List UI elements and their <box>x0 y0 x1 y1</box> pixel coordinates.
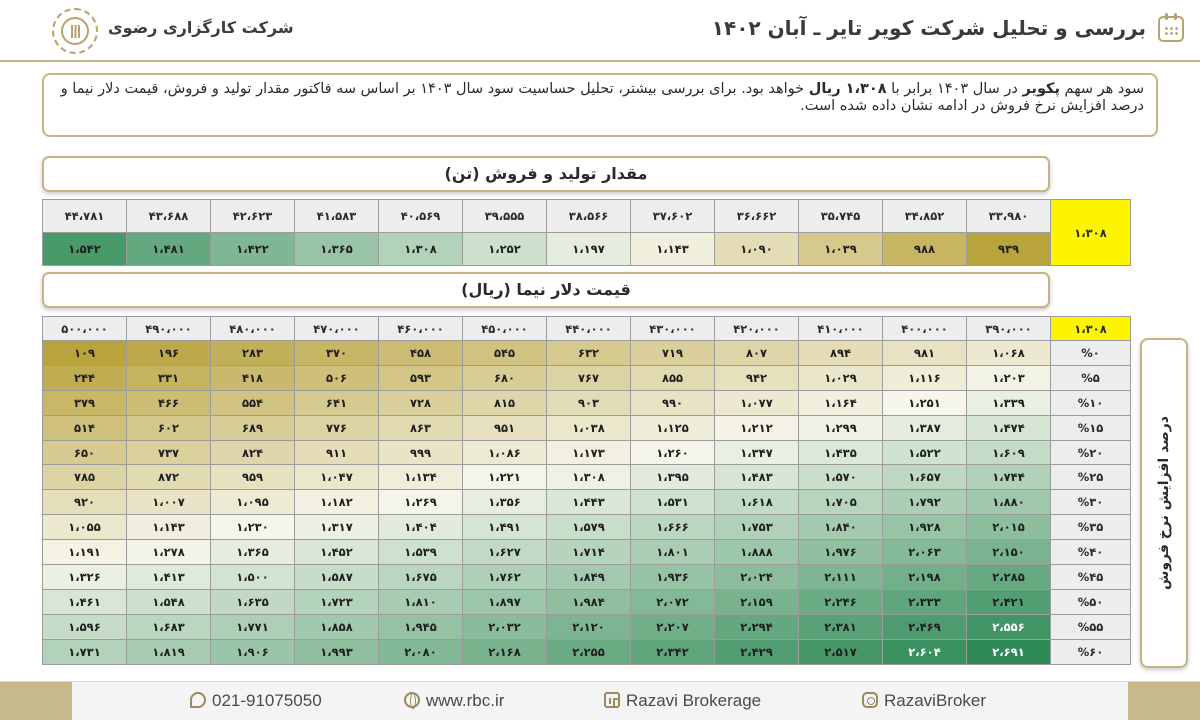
linkedin-icon <box>604 692 620 708</box>
dollar-header-cell: ۵۰۰،۰۰۰ <box>43 317 127 341</box>
dollar-value-cell: ۲،۱۵۹ <box>715 589 799 614</box>
dollar-value-cell: ۲،۰۸۰ <box>379 639 463 664</box>
dollar-value-cell: ۲،۰۶۳ <box>883 540 967 565</box>
dollar-value-cell: ۱،۲۳۰ <box>211 515 295 540</box>
dollar-header-cell: ۴۱۰،۰۰۰ <box>799 317 883 341</box>
production-header-cell: ۳۸،۵۶۶ <box>547 200 631 233</box>
dollar-value-cell: ۲،۱۲۰ <box>547 614 631 639</box>
dollar-value-cell: ۲،۲۹۴ <box>715 614 799 639</box>
dollar-value-cell: ۱،۵۷۹ <box>547 515 631 540</box>
intro-ticker: پکویر <box>1022 81 1060 97</box>
production-value-cell: ۹۳۹ <box>967 233 1051 266</box>
dollar-value-cell: ۱،۱۳۴ <box>379 465 463 490</box>
dollar-value-cell: ۱،۱۲۵ <box>631 415 715 440</box>
rate-increase-cell: %۴۵ <box>1051 565 1131 590</box>
dollar-value-cell: ۸۱۵ <box>463 390 547 415</box>
dollar-value-cell: ۱،۳۱۷ <box>295 515 379 540</box>
dollar-value-cell: ۱،۵۳۱ <box>631 490 715 515</box>
footer-instagram-text: RazaviBroker <box>884 691 987 710</box>
dollar-value-cell: ۱،۲۰۳ <box>967 365 1051 390</box>
rate-increase-cell: %۱۵ <box>1051 415 1131 440</box>
dollar-header-cell: ۴۴۰،۰۰۰ <box>547 317 631 341</box>
dollar-value-cell: ۵۵۴ <box>211 390 295 415</box>
dollar-value-cell: ۱،۸۱۹ <box>127 639 211 664</box>
dollar-value-cell: ۱،۲۶۰ <box>631 440 715 465</box>
dollar-value-cell: ۱،۶۲۷ <box>463 540 547 565</box>
dollar-value-cell: ۱،۹۰۶ <box>211 639 295 664</box>
dollar-value-cell: ۱،۹۷۶ <box>799 540 883 565</box>
dollar-value-cell: ۱،۰۹۵ <box>211 490 295 515</box>
dollar-value-cell: ۲،۴۶۹ <box>883 614 967 639</box>
production-value-cell: ۱،۵۴۲ <box>43 233 127 266</box>
page-footer <box>0 681 1200 720</box>
dollar-value-cell: ۱،۰۴۷ <box>295 465 379 490</box>
dollar-value-cell: ۱،۲۵۱ <box>883 390 967 415</box>
production-header-cell: ۳۳،۹۸۰ <box>967 200 1051 233</box>
production-value-cell: ۱،۱۴۳ <box>631 233 715 266</box>
dollar-value-cell: ۲،۰۱۵ <box>967 515 1051 540</box>
dollar-value-cell: ۱،۶۰۹ <box>967 440 1051 465</box>
dollar-value-cell: ۱،۰۷۷ <box>715 390 799 415</box>
dollar-value-cell: ۲۴۴ <box>43 365 127 390</box>
dollar-value-cell: ۱،۱۷۳ <box>547 440 631 465</box>
dollar-value-cell: ۱،۶۷۵ <box>379 565 463 590</box>
dollar-value-cell: ۱،۱۱۶ <box>883 365 967 390</box>
dollar-value-cell: ۱،۰۰۷ <box>127 490 211 515</box>
dollar-value-cell: ۱،۷۴۴ <box>967 465 1051 490</box>
dollar-row <box>43 614 1131 639</box>
production-value-cell: ۱،۰۳۹ <box>799 233 883 266</box>
production-header-cell: ۳۴،۸۵۲ <box>883 200 967 233</box>
production-value-cell: ۱،۱۹۷ <box>547 233 631 266</box>
dollar-row <box>43 390 1131 415</box>
dollar-value-cell: ۲۸۳ <box>211 341 295 366</box>
dollar-value-cell: ۵۴۵ <box>463 341 547 366</box>
dollar-value-cell: ۲،۲۴۶ <box>799 589 883 614</box>
dollar-value-cell: ۱،۰۶۸ <box>967 341 1051 366</box>
dollar-value-cell: ۶۰۲ <box>127 415 211 440</box>
production-header-cell: ۳۹،۵۵۵ <box>463 200 547 233</box>
rate-increase-cell: %۵ <box>1051 365 1131 390</box>
dollar-value-cell: ۱،۷۰۵ <box>799 490 883 515</box>
production-header-cell: ۴۴،۷۸۱ <box>43 200 127 233</box>
dollar-value-cell: ۴۱۸ <box>211 365 295 390</box>
dollar-value-cell: ۲،۵۵۶ <box>967 614 1051 639</box>
rate-increase-cell: %۲۰ <box>1051 440 1131 465</box>
dollar-value-cell: ۵۱۴ <box>43 415 127 440</box>
dollar-value-cell: ۹۴۲ <box>715 365 799 390</box>
rate-increase-cell: %۲۵ <box>1051 465 1131 490</box>
footer-website[interactable] <box>404 691 504 711</box>
footer-phone-text: 021-91075050 <box>212 691 322 710</box>
dollar-value-cell: ۸۹۴ <box>799 341 883 366</box>
dollar-value-cell: ۱،۵۲۲ <box>883 440 967 465</box>
dollar-value-cell: ۲،۳۳۳ <box>883 589 967 614</box>
dollar-value-cell: ۹۹۰ <box>631 390 715 415</box>
dollar-value-cell: ۳۷۹ <box>43 390 127 415</box>
dollar-value-cell: ۲،۰۷۲ <box>631 589 715 614</box>
dollar-value-cell: ۱،۸۱۰ <box>379 589 463 614</box>
rate-increase-cell: %۳۰ <box>1051 490 1131 515</box>
brand-logo-icon <box>52 8 98 54</box>
dollar-value-cell: ۱،۷۲۳ <box>295 589 379 614</box>
intro-eps-value: ۱،۳۰۸ ریال <box>808 81 887 97</box>
production-section-title: مقدار تولید و فروش (تن) <box>42 156 1050 192</box>
dollar-value-cell: ۱،۷۶۲ <box>463 565 547 590</box>
dollar-value-cell: ۲،۱۵۰ <box>967 540 1051 565</box>
dollar-value-cell: ۹۸۱ <box>883 341 967 366</box>
dollar-value-cell: ۱،۳۳۹ <box>967 390 1051 415</box>
production-header-cell: ۳۷،۶۰۲ <box>631 200 715 233</box>
dollar-row <box>43 639 1131 664</box>
dollar-value-cell: ۲،۵۱۷ <box>799 639 883 664</box>
dollar-value-cell: ۲،۱۱۱ <box>799 565 883 590</box>
dollar-value-cell: ۱،۴۱۳ <box>127 565 211 590</box>
dollar-header-cell: ۴۵۰،۰۰۰ <box>463 317 547 341</box>
dollar-value-cell: ۶۸۹ <box>211 415 295 440</box>
dollar-section-title: قیمت دلار نیما (ریال) <box>42 272 1050 308</box>
dollar-value-cell: ۱،۴۸۳ <box>715 465 799 490</box>
dollar-value-cell: ۲،۰۲۴ <box>715 565 799 590</box>
dollar-value-cell: ۱،۳۴۷ <box>715 440 799 465</box>
dollar-value-cell: ۱،۵۹۶ <box>43 614 127 639</box>
dollar-value-cell: ۹۲۰ <box>43 490 127 515</box>
footer-linkedin-text: Razavi Brokerage <box>626 691 762 710</box>
globe-icon <box>404 692 420 708</box>
dollar-value-cell: ۷۱۹ <box>631 341 715 366</box>
dollar-value-cell: ۷۲۸ <box>379 390 463 415</box>
dollar-value-cell: ۸۵۵ <box>631 365 715 390</box>
dollar-row <box>43 440 1131 465</box>
dollar-header-cell: ۴۹۰،۰۰۰ <box>127 317 211 341</box>
dollar-value-cell: ۲،۳۸۱ <box>799 614 883 639</box>
dollar-value-cell: ۲،۱۹۸ <box>883 565 967 590</box>
dollar-value-cell: ۲،۶۹۱ <box>967 639 1051 664</box>
dollar-value-cell: ۷۸۵ <box>43 465 127 490</box>
dollar-value-cell: ۵۰۶ <box>295 365 379 390</box>
dollar-value-cell: ۱۹۶ <box>127 341 211 366</box>
dollar-value-cell: ۶۵۰ <box>43 440 127 465</box>
production-header-cell: ۴۳،۶۸۸ <box>127 200 211 233</box>
dollar-value-cell: ۱،۷۱۴ <box>547 540 631 565</box>
dollar-value-cell: ۹۱۱ <box>295 440 379 465</box>
dollar-header-cell: ۴۷۰،۰۰۰ <box>295 317 379 341</box>
page-title: بررسی و تحلیل شرکت کویر تایر ـ آبان ۱۴۰۲ <box>711 16 1146 40</box>
dollar-value-cell: ۱،۰۲۹ <box>799 365 883 390</box>
dollar-value-cell: ۱،۸۰۱ <box>631 540 715 565</box>
dollar-value-cell: ۱،۳۰۸ <box>547 465 631 490</box>
dollar-value-cell: ۷۷۶ <box>295 415 379 440</box>
rate-increase-cell: %۶۰ <box>1051 639 1131 664</box>
calendar-icon <box>1158 16 1184 42</box>
dollar-value-cell: ۱،۷۳۱ <box>43 639 127 664</box>
dollar-row <box>43 589 1131 614</box>
dollar-value-cell: ۱،۶۵۷ <box>883 465 967 490</box>
dollar-value-cell: ۱،۵۰۰ <box>211 565 295 590</box>
dollar-value-cell: ۱،۴۹۱ <box>463 515 547 540</box>
dollar-row <box>43 515 1131 540</box>
dollar-value-cell: ۱،۴۳۵ <box>799 440 883 465</box>
dollar-value-cell: ۱،۸۸۰ <box>967 490 1051 515</box>
dollar-value-cell: ۸۰۷ <box>715 341 799 366</box>
dollar-value-cell: ۱،۹۳۶ <box>631 565 715 590</box>
brand-name: شرکت کارگزاری رضوی <box>108 18 294 37</box>
production-base-eps: ۱،۳۰۸ <box>1051 200 1131 266</box>
rate-increase-label: درصد افزایش نرخ فروش <box>1156 416 1172 590</box>
dollar-value-cell: ۱،۹۲۸ <box>883 515 967 540</box>
production-value-cell: ۱،۴۲۲ <box>211 233 295 266</box>
dollar-value-cell: ۶۸۰ <box>463 365 547 390</box>
rate-increase-cell: %۳۵ <box>1051 515 1131 540</box>
production-header-cell: ۳۵،۷۴۵ <box>799 200 883 233</box>
dollar-value-cell: ۶۳۲ <box>547 341 631 366</box>
dollar-value-cell: ۵۹۳ <box>379 365 463 390</box>
production-value-cell: ۱،۳۰۸ <box>379 233 463 266</box>
intro-text-1: سود هر سهم <box>1059 81 1144 97</box>
phone-icon <box>190 692 206 708</box>
dollar-value-cell: ۹۵۹ <box>211 465 295 490</box>
dollar-value-cell: ۱،۷۹۲ <box>883 490 967 515</box>
production-value-cell: ۱،۰۹۰ <box>715 233 799 266</box>
dollar-value-cell: ۸۶۳ <box>379 415 463 440</box>
dollar-value-cell: ۱،۳۶۵ <box>211 540 295 565</box>
dollar-value-cell: ۳۳۱ <box>127 365 211 390</box>
dollar-value-cell: ۱،۸۴۹ <box>547 565 631 590</box>
dollar-row <box>43 415 1131 440</box>
dollar-value-cell: ۱،۷۷۱ <box>211 614 295 639</box>
dollar-value-cell: ۸۷۲ <box>127 465 211 490</box>
rate-increase-cell: %۱۰ <box>1051 390 1131 415</box>
dollar-value-cell: ۷۶۷ <box>547 365 631 390</box>
dollar-value-cell: ۹۰۳ <box>547 390 631 415</box>
dollar-sensitivity-table <box>42 316 1131 665</box>
production-value-cell: ۱،۲۵۲ <box>463 233 547 266</box>
dollar-value-cell: ۴۵۸ <box>379 341 463 366</box>
dollar-row <box>43 565 1131 590</box>
dollar-value-cell: ۲،۶۰۴ <box>883 639 967 664</box>
dollar-value-cell: ۱،۵۴۸ <box>127 589 211 614</box>
dollar-row <box>43 490 1131 515</box>
dollar-value-cell: ۱،۶۶۶ <box>631 515 715 540</box>
production-value-cell: ۱،۳۶۵ <box>295 233 379 266</box>
dollar-header-cell: ۳۹۰،۰۰۰ <box>967 317 1051 341</box>
dollar-value-cell: ۲،۲۰۷ <box>631 614 715 639</box>
dollar-row <box>43 540 1131 565</box>
intro-text-2: در سال ۱۴۰۳ برابر با <box>886 81 1023 97</box>
rate-increase-label-box <box>1140 338 1188 668</box>
intro-text-3: خواهد بود. برای بررسی بیشتر، تحلیل حساسیت سود سال ۱۴۰۳ بر اساس سه فاکتور مقدار تولید و فروش، قیمت دلار نیما و درصد افزایش نرخ فروش در ادامه نشان داده شده است. <box>60 81 1144 114</box>
dollar-value-cell: ۱،۳۵۶ <box>463 490 547 515</box>
dollar-value-cell: ۱،۴۶۱ <box>43 589 127 614</box>
production-header-cell: ۴۰،۵۶۹ <box>379 200 463 233</box>
dollar-value-cell: ۲،۳۴۲ <box>631 639 715 664</box>
dollar-value-cell: ۱۰۹ <box>43 341 127 366</box>
dollar-value-cell: ۱،۸۵۸ <box>295 614 379 639</box>
dollar-value-cell: ۱،۳۲۶ <box>43 565 127 590</box>
dollar-value-cell: ۱،۸۸۸ <box>715 540 799 565</box>
footer-instagram[interactable] <box>862 691 986 711</box>
dollar-value-cell: ۱،۴۵۲ <box>295 540 379 565</box>
dollar-value-cell: ۱،۶۸۳ <box>127 614 211 639</box>
dollar-row <box>43 465 1131 490</box>
footer-website-text: www.rbc.ir <box>426 691 505 710</box>
production-header-cell: ۳۶،۶۶۲ <box>715 200 799 233</box>
rate-increase-cell: %۴۰ <box>1051 540 1131 565</box>
page-header <box>0 0 1200 62</box>
dollar-value-cell: ۱،۶۳۵ <box>211 589 295 614</box>
dollar-value-cell: ۱،۰۵۵ <box>43 515 127 540</box>
dollar-value-cell: ۱،۹۴۵ <box>379 614 463 639</box>
dollar-header-cell: ۴۶۰،۰۰۰ <box>379 317 463 341</box>
production-header-cell: ۴۲،۶۲۳ <box>211 200 295 233</box>
dollar-value-cell: ۱،۰۳۸ <box>547 415 631 440</box>
dollar-value-cell: ۱،۴۰۴ <box>379 515 463 540</box>
dollar-header-cell: ۴۰۰،۰۰۰ <box>883 317 967 341</box>
dollar-value-cell: ۲،۴۲۱ <box>967 589 1051 614</box>
instagram-icon <box>862 692 878 708</box>
dollar-value-cell: ۱،۸۹۷ <box>463 589 547 614</box>
dollar-value-cell: ۱،۲۹۹ <box>799 415 883 440</box>
dollar-value-cell: ۱،۶۱۸ <box>715 490 799 515</box>
dollar-value-cell: ۱،۴۷۴ <box>967 415 1051 440</box>
dollar-value-cell: ۹۵۱ <box>463 415 547 440</box>
dollar-value-cell: ۱،۳۹۵ <box>631 465 715 490</box>
dollar-value-cell: ۶۴۱ <box>295 390 379 415</box>
dollar-value-cell: ۱،۴۴۳ <box>547 490 631 515</box>
dollar-value-cell: ۲،۲۵۵ <box>547 639 631 664</box>
dollar-value-cell: ۱،۱۶۴ <box>799 390 883 415</box>
dollar-row <box>43 365 1131 390</box>
rate-increase-cell: %۵۰ <box>1051 589 1131 614</box>
dollar-base-eps: ۱،۳۰۸ <box>1051 317 1131 341</box>
dollar-value-cell: ۱،۹۹۳ <box>295 639 379 664</box>
rate-increase-cell: %۵۵ <box>1051 614 1131 639</box>
dollar-value-cell: ۱،۲۲۱ <box>463 465 547 490</box>
dollar-value-cell: ۱،۱۸۲ <box>295 490 379 515</box>
dollar-value-cell: ۲،۰۳۲ <box>463 614 547 639</box>
intro-paragraph <box>42 73 1158 137</box>
dollar-value-cell: ۱،۲۱۲ <box>715 415 799 440</box>
dollar-value-cell: ۱،۵۳۹ <box>379 540 463 565</box>
dollar-value-cell: ۱،۰۸۶ <box>463 440 547 465</box>
dollar-header-cell: ۴۸۰،۰۰۰ <box>211 317 295 341</box>
dollar-header-cell: ۴۳۰،۰۰۰ <box>631 317 715 341</box>
dollar-value-cell: ۱،۲۷۸ <box>127 540 211 565</box>
dollar-value-cell: ۸۲۴ <box>211 440 295 465</box>
dollar-row <box>43 341 1131 366</box>
dollar-value-cell: ۴۶۶ <box>127 390 211 415</box>
dollar-value-cell: ۱،۳۸۷ <box>883 415 967 440</box>
dollar-value-cell: ۹۹۹ <box>379 440 463 465</box>
dollar-value-cell: ۱،۲۶۹ <box>379 490 463 515</box>
dollar-value-cell: ۲،۴۲۹ <box>715 639 799 664</box>
dollar-value-cell: ۱،۱۹۱ <box>43 540 127 565</box>
dollar-header-cell: ۴۲۰،۰۰۰ <box>715 317 799 341</box>
footer-linkedin[interactable] <box>604 691 761 711</box>
dollar-value-cell: ۳۷۰ <box>295 341 379 366</box>
dollar-value-cell: ۱،۵۸۷ <box>295 565 379 590</box>
dollar-value-cell: ۷۳۷ <box>127 440 211 465</box>
rate-increase-cell: %۰ <box>1051 341 1131 366</box>
production-value-cell: ۱،۴۸۱ <box>127 233 211 266</box>
production-header-cell: ۴۱،۵۸۳ <box>295 200 379 233</box>
production-table <box>42 199 1131 266</box>
dollar-value-cell: ۱،۷۵۳ <box>715 515 799 540</box>
dollar-value-cell: ۱،۹۸۴ <box>547 589 631 614</box>
dollar-value-cell: ۱،۸۴۰ <box>799 515 883 540</box>
dollar-value-cell: ۲،۲۸۵ <box>967 565 1051 590</box>
footer-phone[interactable] <box>190 691 322 711</box>
production-value-cell: ۹۸۸ <box>883 233 967 266</box>
dollar-value-cell: ۲،۱۶۸ <box>463 639 547 664</box>
dollar-value-cell: ۱،۱۴۳ <box>127 515 211 540</box>
dollar-header-row <box>43 317 1131 341</box>
dollar-value-cell: ۱،۵۷۰ <box>799 465 883 490</box>
